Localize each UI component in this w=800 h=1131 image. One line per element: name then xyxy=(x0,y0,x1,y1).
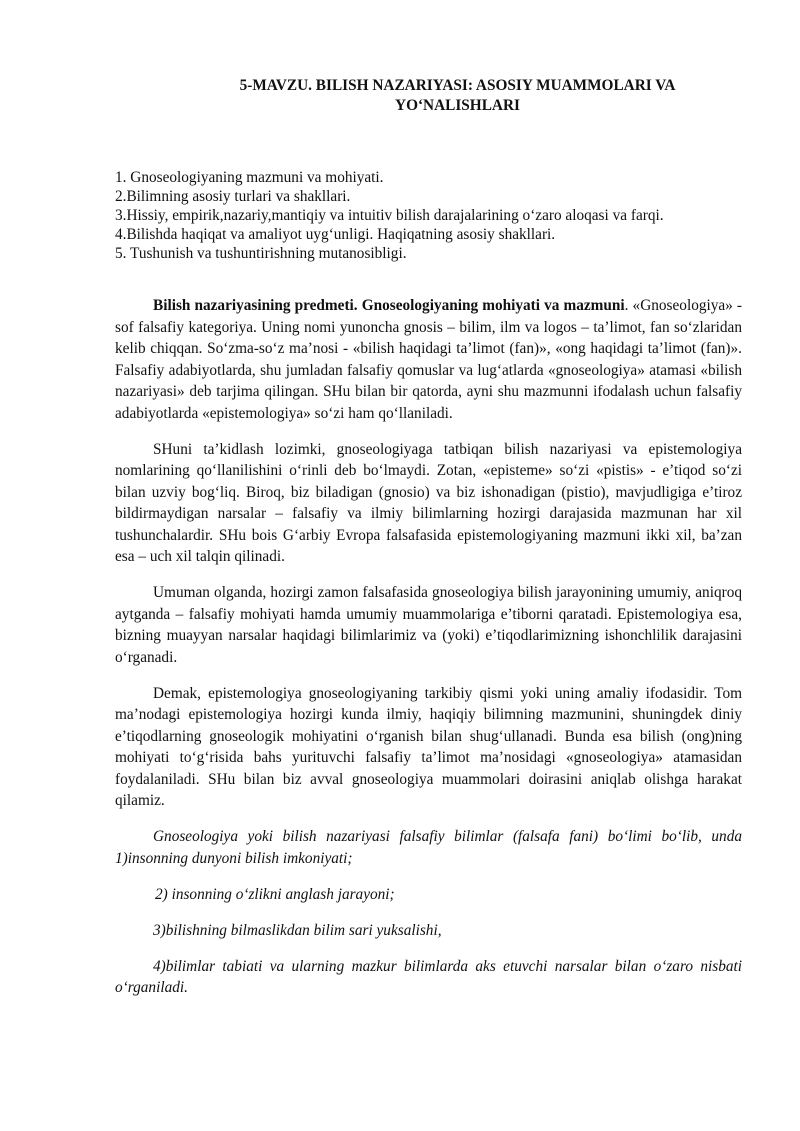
page-title xyxy=(115,76,800,116)
paragraph-8: 4)bilimlar tabiati va ularning mazkur bilimlarda aks etuvchi narsalar bilan o‘zaro nisbati o‘rganiladi. xyxy=(115,957,742,996)
plan-item: 3.Hissiy, empirik,nazariy,mantiqiy va intuitiv bilish darajalarining o‘zaro aloqasi va farqi. xyxy=(115,207,664,224)
title-line-1: 5-MAVZU. BILISH NAZARIYASI: ASOSIY MUAMMOLARI VA xyxy=(239,77,676,94)
paragraph-3: Umuman olganda, hozirgi zamon falsafasida gnoseologiya bilish jarayonining umumiy, aniqroq aytganda – falsafiy mohiyati hamda umumiy muammolariga e’tiborni qaratadi. Epistemologiya esa, bizning muayyan narsalar haqidagi bilimlarimiz va (yoki) e’tiqodlarimizning ishonchlilik darajasini o‘rganadi. xyxy=(115,584,742,666)
main-text xyxy=(115,295,742,1013)
plan-item: 2.Bilimning asosiy turlari va shakllari. xyxy=(115,188,351,205)
paragraph-4: Demak, epistemologiya gnoseologiyaning tarkibiy qismi yoki uning amaliy ifodasidir. Tom ma’nodagi epistemologiya hozirgi kunda ilmiy, haqiqiy bilimning mazmunini, shuningdek diniy e’tiqodlarning gnoseologik mohiyatini o‘rganish bilan shug‘ullanadi. Bunda esa bilish (ong)ning mohiyati to‘g‘risida bahs yurituvchi falsafiy ta’limot ma’nosidagi «gnoseologiya» atamasidan foydalaniladi. SHu bilan biz avval gnoseologiya muammolari doirasini aniqlab olishga harakat qilamiz. xyxy=(115,684,742,809)
topic-plan xyxy=(115,168,755,263)
title-line-2: YO‘NALISHLARI xyxy=(395,97,520,114)
paragraph-6: 2) insonning o‘zlikni anglash jarayoni; xyxy=(155,885,395,903)
paragraph-5: Gnoseologiya yoki bilish nazariyasi falsafiy bilimlar (falsafa fani) bo‘limi bo‘lib, unda 1)insonning dunyoni bilish imkoniyati; xyxy=(115,828,742,867)
paragraph-7: 3)bilishning bilmaslikdan bilim sari yuksalishi, xyxy=(153,921,442,939)
section-heading: Bilish nazariyasining predmeti. Gnoseologiyaning mohiyati va mazmuni xyxy=(153,297,625,314)
paragraph-2: SHuni ta’kidlash lozimki, gnoseologiyaga tatbiqan bilish nazariyasi va epistemologiya nomlarining qo‘llanilishini o‘rinli deb bo‘lmaydi. Zotan, «episteme» so‘zi «pistis» - e’tiqod so‘zi bilan uzviy bog‘liq. Biroq, biz biladigan (gnosio) va biz ishonadigan (pistio), mavjudligiga e’tiroz bildirmaydigan narsalar – falsafiy va ilmiy bilimlarning hozirgi darajasida mazmunan har xil tushunchalardir. SHu bois G‘arbiy Evropa falsafasida epistemologiyaning mazmuni ikki xil, ba’zan esa – uch xil talqin qilinadi. xyxy=(115,440,742,565)
plan-item: 1. Gnoseologiyaning mazmuni va mohiyati. xyxy=(115,169,384,186)
plan-item: 4.Bilishda haqiqat va amaliyot uyg‘unligi. Haqiqatning asosiy shakllari. xyxy=(115,226,556,243)
paragraph-1 xyxy=(115,295,742,424)
plan-item: 5. Tushunish va tushuntirishning mutanosibligi. xyxy=(115,245,407,262)
paragraph-1-text: . «Gnoseologiya» - sof falsafiy kategoriya. Uning nomi yunoncha gnosis – bilim, ilm va logos – ta’limot, fan so‘zlaridan kelib chiqqan. So‘zma-so‘z ma’nosi - «bilish haqidagi ta’limot (fan)», «ong haqidagi ta’limot (fan)». Falsafiy adabiyotlarda, shu jumladan falsafiy qomuslar va lug‘atlarda «gnoseologiya» atamasi «bilish nazariyasi» deb tarjima qilingan. SHu bilan bir qatorda, ayni shu mazmunni ifodalash uchun falsafiy adabiyotlarda «epistemologiya» so‘zi ham qo‘llaniladi. xyxy=(115,297,742,422)
